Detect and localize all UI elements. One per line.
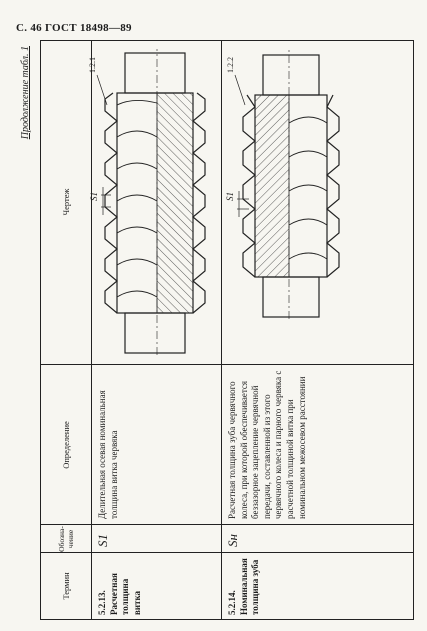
table-continuation-label: Продолжение табл. 1 <box>20 46 31 140</box>
row1-symbol: S1 <box>95 534 110 547</box>
drawing2-reference-label: 1.2.2 <box>226 57 235 73</box>
row-divider <box>221 41 222 619</box>
drawing1-dim-label: S1 <box>89 192 99 201</box>
header-term: Термин <box>61 572 71 600</box>
header-symbol: Обозна- чение <box>57 526 75 552</box>
row1-definition: Делительная осевая номинальная толщина витка червяка <box>97 390 119 519</box>
worm-drawing-2 <box>233 49 349 319</box>
col-divider <box>41 552 413 553</box>
worm-drawing-1 <box>95 49 215 355</box>
drawing2-dim-label: S1 <box>225 192 235 201</box>
col-divider <box>41 364 413 365</box>
terms-table <box>40 40 414 620</box>
row1-term: 5.2.13. Расчетная толщина витка <box>97 573 142 615</box>
row2-symbol: Sн <box>225 534 240 547</box>
col-divider <box>41 524 413 525</box>
row2-definition: Расчетная толщина зуба червячного колеса, при которой обеспечивается беззазорное зацепление червячной передачи, составленной из этого червячного колеса и парного червяка с расчетной толщиной витка при номинальном межосевом расстоянии <box>227 370 307 519</box>
row2-term: 5.2.14. Номинальная толщина зуба <box>227 558 261 615</box>
page-header: С. 46 ГОСТ 18498—89 <box>16 22 132 34</box>
header-definition: Определение <box>61 421 71 469</box>
rotated-table-area <box>16 40 416 620</box>
header-drawing: Чертеж <box>61 188 71 216</box>
drawing1-reference-label: 1.2.1 <box>88 57 97 73</box>
